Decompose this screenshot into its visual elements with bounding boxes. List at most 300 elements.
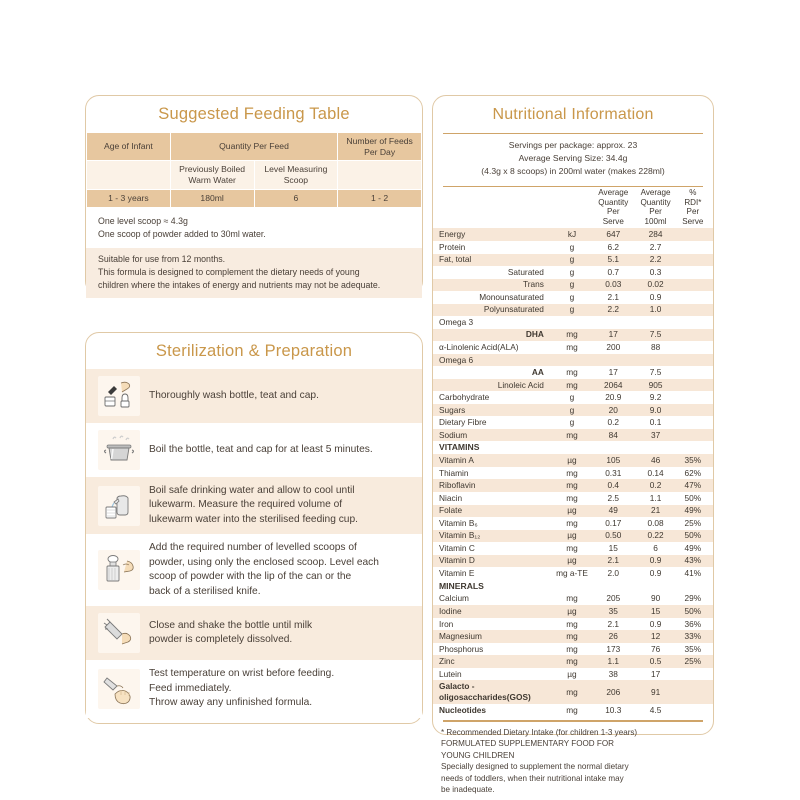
nutrient-per-100ml: 0.9 <box>634 567 676 580</box>
nutrient-per-100ml: 0.5 <box>634 655 676 668</box>
nutritional-information-panel <box>432 95 714 795</box>
nutrition-footnote <box>433 722 713 800</box>
table-row <box>433 391 713 404</box>
feeding-table <box>86 132 422 208</box>
nutrient-name: Vitamin E <box>433 567 552 580</box>
pouring-kettle-icon <box>98 486 140 526</box>
nutrient-unit: mg <box>552 643 592 656</box>
nutrient-per-100ml: 0.2 <box>634 479 676 492</box>
footnote-line: be inadequate. <box>441 785 495 795</box>
nutrient-name: Niacin <box>433 492 552 505</box>
step-line: lukewarm water into the sterilised feeding cup. <box>149 513 358 525</box>
section-heading-vitamins <box>433 441 713 454</box>
nutrient-unit: g <box>552 416 592 429</box>
sterilization-step-6-text <box>149 667 334 710</box>
table-row <box>433 479 713 492</box>
nutrient-unit: µg <box>552 605 592 618</box>
table-row <box>433 416 713 429</box>
nutrient-per-serve <box>592 354 634 367</box>
nutrient-unit: g <box>552 304 592 317</box>
nutrient-unit: mg <box>552 492 592 505</box>
nutrient-per-serve: 2.1 <box>592 618 634 631</box>
table-row <box>433 704 713 717</box>
nutrition-header-per-100ml <box>634 187 676 228</box>
nutrition-header-name <box>433 187 552 228</box>
step-line: powder is completely dissolved. <box>149 634 293 646</box>
nutrient-rdi: 49% <box>677 542 713 555</box>
nutrition-title: Nutritional Information <box>492 106 654 123</box>
nutrient-unit: µg <box>552 668 592 681</box>
nutrient-per-100ml: 284 <box>634 228 676 241</box>
feeding-table-title: Suggested Feeding Table <box>158 105 350 123</box>
table-row <box>433 655 713 668</box>
nutrient-per-serve: 0.7 <box>592 266 634 279</box>
nutrient-per-100ml: 1.1 <box>634 492 676 505</box>
table-row <box>433 605 713 618</box>
nutrient-per-serve: 26 <box>592 630 634 643</box>
table-row <box>433 593 713 606</box>
feeding-subheader-water: Previously Boiled Warm Water <box>170 161 254 189</box>
nutrient-per-100ml: 9.2 <box>634 391 676 404</box>
nutrient-per-serve: 84 <box>592 429 634 442</box>
nutrient-per-serve: 2.5 <box>592 492 634 505</box>
nutrient-per-serve: 6.2 <box>592 241 634 254</box>
table-row <box>433 254 713 267</box>
nutrient-name: Zinc <box>433 655 552 668</box>
nutrient-unit: mg <box>552 329 592 342</box>
step-line: scoop of powder with the lip of the can or the <box>149 571 352 583</box>
nutrient-rdi <box>677 354 713 367</box>
nutrition-table-body <box>433 228 713 716</box>
nutrient-rdi: 25% <box>677 517 713 530</box>
table-row <box>433 454 713 467</box>
suggested-feeding-table-panel <box>85 95 423 295</box>
table-row <box>433 279 713 292</box>
feeding-header-age: Age of Infant <box>87 133 171 161</box>
nutrient-unit: g <box>552 254 592 267</box>
nutrient-unit: kJ <box>552 228 592 241</box>
step-line: Close and shake the bottle until milk <box>149 619 313 631</box>
nutrient-per-100ml <box>634 316 676 329</box>
nutrient-name: Trans <box>433 279 552 292</box>
nutrient-name: Phosphorus <box>433 643 552 656</box>
nutrient-rdi: 50% <box>677 530 713 543</box>
nutrient-name: DHA <box>433 329 552 342</box>
nutrient-rdi: 25% <box>677 655 713 668</box>
nutrient-name: Linoleic Acid <box>433 379 552 392</box>
nutrient-rdi: 62% <box>677 467 713 480</box>
footnote-line: Specially designed to supplement the normal dietary <box>441 762 629 772</box>
nutrient-name: Omega 3 <box>433 316 552 329</box>
nutrient-name: Protein <box>433 241 552 254</box>
nutrient-name: Sodium <box>433 429 552 442</box>
feeding-cell-age: 1 - 3 years <box>87 189 171 207</box>
nutrient-per-100ml: 0.3 <box>634 266 676 279</box>
table-row <box>433 618 713 631</box>
table-row <box>433 228 713 241</box>
table-row <box>433 643 713 656</box>
nutrient-rdi <box>677 680 713 703</box>
shake-bottle-icon <box>98 613 140 653</box>
nutrient-unit: g <box>552 266 592 279</box>
nutrient-rdi: 33% <box>677 630 713 643</box>
nutrient-rdi <box>677 379 713 392</box>
nutrient-unit: g <box>552 391 592 404</box>
nutrient-per-serve: 20 <box>592 404 634 417</box>
nutrient-per-serve: 0.50 <box>592 530 634 543</box>
table-row <box>433 329 713 342</box>
sterilization-step-3-text <box>149 484 358 527</box>
nutrient-per-serve: 2.1 <box>592 555 634 568</box>
nutrient-per-serve: 20.9 <box>592 391 634 404</box>
nutrient-per-100ml: 0.08 <box>634 517 676 530</box>
footnote-line: * Recommended Dietary Intake (for children 1-3 years) <box>441 727 638 737</box>
nutrient-unit: µg <box>552 505 592 518</box>
nutrient-name: Calcium <box>433 593 552 606</box>
nutrient-name: Vitamin A <box>433 454 552 467</box>
nutrient-per-serve: 49 <box>592 505 634 518</box>
nutrient-rdi <box>677 329 713 342</box>
hdr-line: Per <box>686 207 700 217</box>
nutrient-per-100ml: 88 <box>634 341 676 354</box>
sterilization-preparation-panel <box>85 332 423 724</box>
nutrient-unit: g <box>552 279 592 292</box>
sterilization-step-4 <box>86 534 422 606</box>
nutrient-unit: µg <box>552 555 592 568</box>
table-row <box>433 567 713 580</box>
nutrient-unit: mg <box>552 704 592 717</box>
nutrient-per-100ml: 0.9 <box>634 291 676 304</box>
hdr-line: RDI* <box>684 197 702 207</box>
nutrient-per-serve: 206 <box>592 680 634 703</box>
hdr-line: Serve <box>682 216 704 226</box>
nutrient-rdi <box>677 254 713 267</box>
nutrient-per-100ml: 1.0 <box>634 304 676 317</box>
hdr-line: % <box>689 188 697 198</box>
nutrient-rdi <box>677 416 713 429</box>
footnote-line: needs of toddlers, when their nutritional intake may <box>441 773 624 783</box>
nutrient-unit: mg <box>552 542 592 555</box>
table-row <box>433 680 713 703</box>
feeding-band-line: Suitable for use from 12 months. <box>98 253 226 264</box>
hdr-line: Average <box>640 188 671 198</box>
nutrient-rdi <box>677 668 713 681</box>
feeding-table-header-row <box>87 133 422 161</box>
nutrient-per-100ml: 17 <box>634 668 676 681</box>
nutrient-rdi: 35% <box>677 454 713 467</box>
nutrient-per-serve: 205 <box>592 593 634 606</box>
nutrient-per-serve: 5.1 <box>592 254 634 267</box>
nutrient-name: Folate <box>433 505 552 518</box>
step-line: Add the required number of levelled scoops of <box>149 542 357 554</box>
boiling-pot-icon <box>98 430 140 470</box>
nutrient-name: AA <box>433 366 552 379</box>
nutrient-unit: g <box>552 291 592 304</box>
nutrient-rdi <box>677 291 713 304</box>
nutrient-unit: g <box>552 241 592 254</box>
nutrient-per-100ml: 0.1 <box>634 416 676 429</box>
nutrient-per-serve: 17 <box>592 329 634 342</box>
nutrient-per-serve: 105 <box>592 454 634 467</box>
nutrient-rdi: 35% <box>677 643 713 656</box>
feeding-note-line: One scoop of powder added to 30ml water. <box>98 229 266 240</box>
nutrient-per-100ml: 0.9 <box>634 555 676 568</box>
sterilization-step-5-text <box>149 619 312 648</box>
nutrient-per-100ml: 2.2 <box>634 254 676 267</box>
hdr-line: Quantity <box>598 197 629 207</box>
step-line: powder, using only the enclosed scoop. Level each <box>149 556 379 568</box>
table-row <box>433 630 713 643</box>
step-line: Boil safe drinking water and allow to cool until <box>149 485 355 496</box>
nutrient-rdi: 50% <box>677 605 713 618</box>
nutrient-unit: mg <box>552 655 592 668</box>
nutrient-per-serve: 2064 <box>592 379 634 392</box>
nutrient-unit: mg <box>552 680 592 703</box>
feeding-cell-water: 180ml <box>170 189 254 207</box>
nutrient-name: Energy <box>433 228 552 241</box>
nutrient-name: Polyunsaturated <box>433 304 552 317</box>
nutrient-rdi <box>677 228 713 241</box>
step-line: lukewarm. Measure the required volume of <box>149 499 343 511</box>
sterilization-step-3 <box>86 477 422 534</box>
section-heading-minerals-label: MINERALS <box>433 580 713 593</box>
feeding-cell-scoop: 6 <box>254 189 338 207</box>
section-heading-minerals <box>433 580 713 593</box>
nutrient-rdi <box>677 391 713 404</box>
feeding-table-subheader-row <box>87 161 422 189</box>
nutrient-per-serve: 200 <box>592 341 634 354</box>
nutrition-header-per-serve <box>592 187 634 228</box>
nutrient-name: Vitamin B₆ <box>433 517 552 530</box>
nutrient-name: Carbohydrate <box>433 391 552 404</box>
sterilization-step-6 <box>86 660 422 717</box>
nutrition-header-row <box>433 187 713 228</box>
nutrition-header-unit <box>552 187 592 228</box>
nutrient-name-line: oligosaccharides(GOS) <box>439 692 531 703</box>
nutrient-per-100ml: 46 <box>634 454 676 467</box>
nutrient-per-100ml: 9.0 <box>634 404 676 417</box>
sterilization-step-4-text <box>149 541 379 599</box>
table-row <box>433 354 713 367</box>
nutrient-per-100ml: 91 <box>634 680 676 703</box>
nutrient-per-100ml: 90 <box>634 593 676 606</box>
nutrient-per-serve <box>592 316 634 329</box>
nutrient-per-serve: 35 <box>592 605 634 618</box>
brush-bottle-icon <box>98 376 140 416</box>
nutrient-unit: mg <box>552 618 592 631</box>
feeding-notes <box>86 208 422 244</box>
nutrient-per-serve: 38 <box>592 668 634 681</box>
footnote-line: YOUNG CHILDREN <box>441 750 515 760</box>
table-row <box>433 668 713 681</box>
nutrient-rdi: 49% <box>677 505 713 518</box>
nutrient-name: Iron <box>433 618 552 631</box>
nutrient-rdi <box>677 266 713 279</box>
step-line: Boil the bottle, teat and cap for at least 5 minutes. <box>149 443 373 455</box>
feeding-band-line: children where the intakes of energy and nutrients may not be adequate. <box>98 280 381 291</box>
feeding-header-quantity: Quantity Per Feed <box>170 133 338 161</box>
nutrient-per-100ml: 37 <box>634 429 676 442</box>
nutrient-per-serve: 17 <box>592 366 634 379</box>
nutrient-rdi: 41% <box>677 567 713 580</box>
nutrient-per-100ml: 6 <box>634 542 676 555</box>
nutrient-unit: mg <box>552 366 592 379</box>
step-line: Test temperature on wrist before feeding. <box>149 668 335 680</box>
table-row <box>433 505 713 518</box>
nutrient-rdi <box>677 704 713 717</box>
nutrient-per-serve: 0.17 <box>592 517 634 530</box>
nutrient-rdi <box>677 241 713 254</box>
table-row <box>433 241 713 254</box>
nutrient-per-serve: 0.03 <box>592 279 634 292</box>
nutrient-rdi <box>677 279 713 292</box>
nutrient-per-serve: 2.1 <box>592 291 634 304</box>
feeding-header-feeds: Number of Feeds Per Day <box>338 133 422 161</box>
nutrient-name-line: Galacto - <box>439 681 475 692</box>
nutrient-per-100ml: 7.5 <box>634 366 676 379</box>
table-row <box>433 291 713 304</box>
feeding-suitability-band <box>86 248 422 299</box>
table-row <box>433 517 713 530</box>
nutrient-name: Fat, total <box>433 254 552 267</box>
nutrient-per-serve: 15 <box>592 542 634 555</box>
nutrient-per-100ml: 7.5 <box>634 329 676 342</box>
nutrient-per-serve: 0.31 <box>592 467 634 480</box>
nutrition-table-header <box>433 187 713 228</box>
nutrient-unit: mg <box>552 517 592 530</box>
nutrient-per-100ml: 0.14 <box>634 467 676 480</box>
nutrient-per-serve: 1.1 <box>592 655 634 668</box>
nutrient-rdi <box>677 366 713 379</box>
nutrient-unit: mg <box>552 379 592 392</box>
nutrient-unit: mg <box>552 630 592 643</box>
table-row <box>433 341 713 354</box>
nutrient-name: Magnesium <box>433 630 552 643</box>
nutrient-per-serve: 0.4 <box>592 479 634 492</box>
hdr-line: Quantity <box>640 197 671 207</box>
nutrient-unit: mg <box>552 429 592 442</box>
table-row <box>433 304 713 317</box>
hdr-line: Per <box>606 207 620 217</box>
nutrient-name: Sugars <box>433 404 552 417</box>
nutrient-rdi <box>677 316 713 329</box>
sterilization-step-5 <box>86 606 422 660</box>
table-row <box>433 366 713 379</box>
nutrient-unit <box>552 316 592 329</box>
footnote-line: FORMULATED SUPPLEMENTARY FOOD FOR <box>441 739 614 749</box>
nutrient-unit: mg <box>552 341 592 354</box>
table-row <box>433 542 713 555</box>
nutrient-per-100ml: 0.22 <box>634 530 676 543</box>
nutrient-per-100ml: 0.9 <box>634 618 676 631</box>
nutrient-per-100ml: 12 <box>634 630 676 643</box>
table-row <box>433 492 713 505</box>
nutrient-rdi: 50% <box>677 492 713 505</box>
nutrient-name: Riboflavin <box>433 479 552 492</box>
nutrient-unit: µg <box>552 530 592 543</box>
nutrition-table <box>433 187 713 716</box>
nutrient-name: Thiamin <box>433 467 552 480</box>
nutrient-per-100ml <box>634 354 676 367</box>
nutrient-per-serve: 2.2 <box>592 304 634 317</box>
step-line: back of a sterilised knife. <box>149 585 261 597</box>
sterilization-title: Sterilization & Preparation <box>155 342 353 360</box>
nutrient-per-100ml: 2.7 <box>634 241 676 254</box>
serving-info <box>433 134 713 184</box>
sterilization-step-2 <box>86 423 422 477</box>
nutrient-name: Vitamin B₁₂ <box>433 530 552 543</box>
step-line: Throw away any unfinished formula. <box>149 697 313 709</box>
sterilization-step-1-text <box>149 389 319 403</box>
table-row <box>433 467 713 480</box>
nutrient-name: Vitamin D <box>433 555 552 568</box>
hdr-line: Average <box>598 188 629 198</box>
nutrient-name: Lutein <box>433 668 552 681</box>
nutrient-rdi: 47% <box>677 479 713 492</box>
nutrient-name: Monounsaturated <box>433 291 552 304</box>
nutrient-name: Omega 6 <box>433 354 552 367</box>
nutrient-per-100ml: 15 <box>634 605 676 618</box>
step-line: Feed immediately. <box>149 682 232 694</box>
section-heading-vitamins-label: VITAMINS <box>433 441 713 454</box>
table-row <box>433 429 713 442</box>
nutrient-per-100ml: 4.5 <box>634 704 676 717</box>
nutrient-name: Nucleotides <box>433 704 552 717</box>
nutrient-unit: mg <box>552 467 592 480</box>
nutrient-rdi: 36% <box>677 618 713 631</box>
nutrient-unit: g <box>552 404 592 417</box>
hdr-line: 100ml <box>644 216 667 226</box>
nutrient-name: Vitamin C <box>433 542 552 555</box>
serving-info-line: (4.3g x 8 scoops) in 200ml water (makes 228ml) <box>481 166 665 177</box>
table-row <box>433 555 713 568</box>
scoop-powder-icon <box>98 550 140 590</box>
nutrient-name <box>433 680 552 703</box>
step-line: Thoroughly wash bottle, teat and cap. <box>149 389 319 401</box>
serving-info-line: Servings per package: approx. 23 <box>508 140 638 151</box>
nutrient-unit: mg <box>552 593 592 606</box>
nutrient-per-100ml: 21 <box>634 505 676 518</box>
nutrient-name: Dietary Fibre <box>433 416 552 429</box>
wrist-test-icon <box>98 669 140 709</box>
hdr-line: Per <box>649 207 662 217</box>
nutrient-rdi <box>677 404 713 417</box>
nutrient-per-serve: 10.3 <box>592 704 634 717</box>
nutrient-per-100ml: 905 <box>634 379 676 392</box>
nutrient-unit: µg <box>552 454 592 467</box>
sterilization-step-1 <box>86 369 422 423</box>
nutrient-rdi: 43% <box>677 555 713 568</box>
table-row <box>433 530 713 543</box>
nutrient-per-serve: 173 <box>592 643 634 656</box>
nutrient-rdi <box>677 341 713 354</box>
nutrient-per-100ml: 76 <box>634 643 676 656</box>
serving-info-line: Average Serving Size: 34.4g <box>518 153 628 164</box>
nutrient-per-serve: 0.2 <box>592 416 634 429</box>
nutrient-unit: mg a-TE <box>552 567 592 580</box>
table-row <box>87 189 422 207</box>
nutrient-per-serve: 647 <box>592 228 634 241</box>
table-row <box>433 316 713 329</box>
nutrient-per-100ml: 0.02 <box>634 279 676 292</box>
hdr-line: Serve <box>602 216 624 226</box>
feeding-band-line: This formula is designed to complement the dietary needs of young <box>98 267 360 278</box>
feeding-subheader-scoop: Level Measuring Scoop <box>254 161 338 189</box>
nutrient-name: α-Linolenic Acid(ALA) <box>433 341 552 354</box>
feeding-subheader-blank-left <box>87 161 171 189</box>
table-row <box>433 379 713 392</box>
nutrient-unit <box>552 354 592 367</box>
